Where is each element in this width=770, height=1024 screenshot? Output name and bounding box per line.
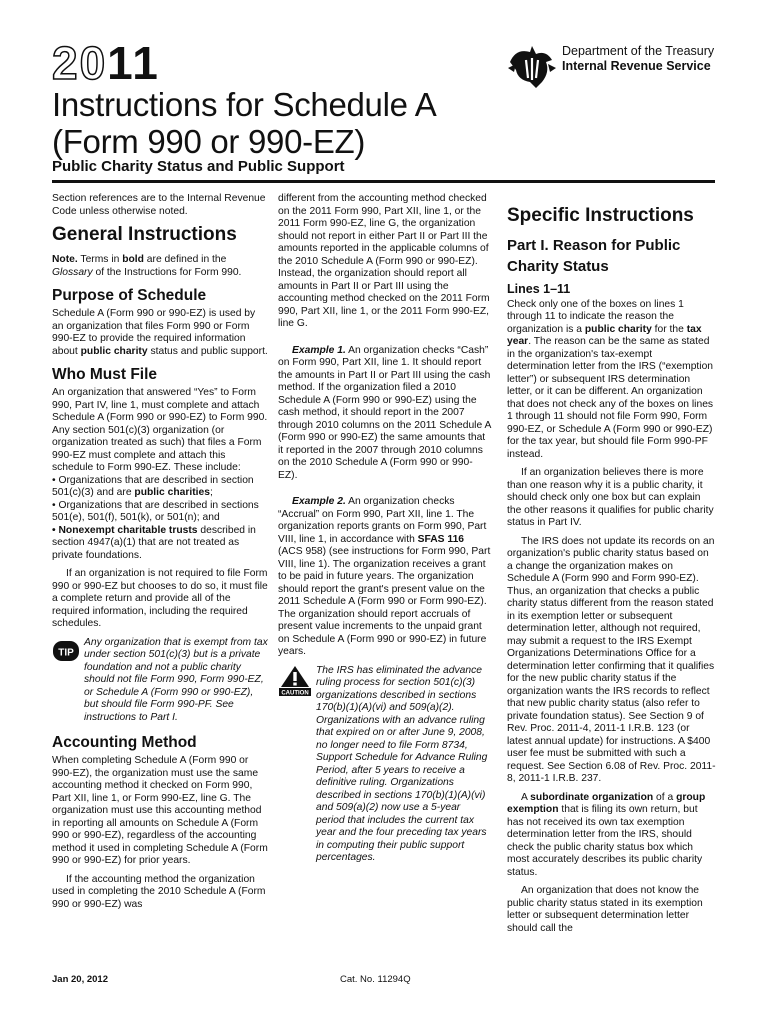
example-2-text-a: An organization checks “Accrual” on Form 990, Part XII, line 1. The organization reports grants on Form 990, Part VIII, line 1, in accordance with (278, 496, 487, 545)
lines-paragraph-3: The IRS does not update its records on an organization's public charity status based on a change the organization makes on Schedule A (Form 990 and Form 990-EZ). Thus, an organization that checks a public charity status different from the reason stated in its exemption letter or subsequent determination letter, although not required, may submit a request to the IRS Exempt Organizations Determinations Office for a determination letter confirming that it qualifies for the new public charity status if the organization wants the IRS records to reflect that new public charity status (also refer to private foundation status). See Section 9 of Rev. Proc. 2011-4, 2011-1 I.R.B. 123 (or latest annual update) for instructions. A $400 user fee must be submitted with such a request. See Section 6.08 of Rev. Proc. 2011-8, 2011-1 I.R.B. 237. (507, 535, 716, 784)
purpose-paragraph (52, 308, 268, 358)
example-2-text-b: (ACS 958) (see instructions for Form 990, Part VIII, line 1). The organization receives a grant to be paid in future years. The organization should report the grant's present value on the 2011 Schedule A (Form 990 or Form 990-EZ). The organization should report accruals of present value increments to the unpaid grant on Schedule A (Form 990 or 990-EZ) in future years. (278, 546, 491, 657)
page-title (52, 86, 436, 160)
title-line-1: Instructions for Schedule A (52, 86, 437, 123)
purpose-text-a: Schedule A (Form 990 or 990-EZ) is used by an organization that files Form 990 or Form 990-EZ to provide the required information about (52, 308, 256, 357)
lines-p4-text-c: that is filing its own return, but has not received its own tax exemption determination letter from the IRS, should check the public charity status box which most accurately describes its public charity status. (507, 804, 703, 878)
column-2 (278, 193, 491, 865)
page-subtitle: Public Charity Status and Public Support (52, 158, 345, 175)
note-label: Note. (52, 254, 78, 265)
lines-p4-bold-1: subordinate organization (530, 791, 654, 803)
who-must-file-text: An organization that answered “Yes” to Form 990, Part IV, line 1, must complete and attach Schedule A (Form 990 or 990-EZ) to Form 990. Any section 501(c)(3) organization (or organization treated as such) that files a Form 990-EZ must complete and attach this schedule to Form 990-EZ. These include: (52, 387, 268, 473)
lines-p1-bold-2: tax year (507, 323, 702, 347)
lines-heading: Lines 1–11 (507, 282, 571, 296)
header-divider (52, 180, 715, 183)
tip-label: TIP (58, 647, 74, 658)
caution-label: CAUTION (281, 690, 309, 696)
note-bold: bold (122, 254, 144, 265)
bullet-1 (52, 475, 268, 500)
lines-p1-text-b: for the (651, 323, 687, 335)
year-outline: 20 (52, 37, 108, 89)
example-2-label: Example 2. (292, 496, 346, 507)
example-1 (278, 345, 491, 483)
bullet-1-bold: public charities (134, 487, 210, 498)
bullet-1-text: • Organizations that are described in section 501(c)(3) and are (52, 474, 254, 498)
lines-p4-bold-2: group exemption (507, 791, 706, 815)
who-must-file-heading: Who Must File (52, 366, 158, 383)
lines-paragraph-2: If an organization believes there is more than one reason why it is a public charity, it should check only one box but can explain the other reasons it qualifies for public charity status in Part IV. (507, 467, 714, 528)
lines-paragraph-5: An organization that does not know the public charity status stated in its exemption letter or subsequent determination letter should call the (507, 885, 703, 934)
bullet-1-end: ; (209, 487, 213, 498)
footer-date: Jan 20, 2012 (52, 974, 108, 985)
intro-text: Section references are to the Internal Revenue Code unless otherwise noted. (52, 193, 266, 217)
example-1-text: An organization checks “Cash” on Form 990, Part XII, line 1. It should report the amounts in Part II or Part III using the cash method. If the organization filed a 2010 Schedule A (Form 990 or 990-EZ) using the cash method, it should report in the 2007 through 2010 columns on the 2011 Schedule A (Form 990 or 990-EZ) the same amounts that it reported in the 2007 through 2010 columns on the 2010 Schedule A (Form 990 or 990-EZ). (278, 344, 491, 481)
lines-paragraph-1 (507, 299, 717, 462)
department-name: Department of the Treasury (562, 44, 715, 58)
lines-p1-text-c: . The reason can be the same as stated in the organization's tax-exempt determination letter from the IRS (“exemption letter”) or subsequent IRS determination letter, or it can be different. An organization that does not check any of the boxes on lines 1 through 11 should not file Form 990, Form 990-EZ, or Schedule A (Form 990 or 990-EZ) for the tax year, but should file Form 990-PF instead. (507, 336, 714, 460)
lines-p4-text-a: A (521, 791, 531, 803)
purpose-heading: Purpose of Schedule (52, 287, 207, 304)
lines-p1-text-a: Check only one of the boxes on lines 1 through 11 to indicate the reason the organization is a (507, 298, 684, 335)
bullet-3-text: described in section 4947(a)(1) that are not treated as private foundations. (52, 524, 256, 561)
year-solid: 11 (107, 37, 160, 89)
bullet-3 (52, 525, 268, 563)
department-block (562, 44, 714, 74)
tip-icon (52, 637, 80, 665)
note-text-b: are defined in the (143, 254, 227, 265)
note-text-c: of the Instructions for Form 990. (92, 266, 242, 278)
tip-box (52, 637, 268, 725)
note-paragraph (52, 254, 268, 279)
lines-paragraph-4 (507, 792, 717, 880)
accounting-continuation: different from the accounting method checked on the 2011 Form 990, Part XII, line 1, or the 2011 Form 990-EZ, line G, the organization should not report in either Part II or Part III the amounts reported in the applicable columns of the 2010 Schedule A (Form 990 or 990-EZ). Instead, the organization should report all amounts in Part II or Part III using the accounting method checked on the 2011 Form 990, Part XII, line 1, or the 2011 Form 990-EZ, line G. (278, 193, 490, 329)
bullet-3-bold: • Nonexempt charitable trusts (52, 524, 198, 536)
accounting-method-heading: Accounting Method (52, 734, 197, 751)
example-2 (278, 496, 491, 659)
title-line-2: (Form 990 or 990-EZ) (52, 123, 366, 160)
specific-instructions-heading: Specific Instructions (507, 205, 694, 226)
purpose-bold: public charity (80, 345, 148, 357)
lines-p1-bold-1: public charity (584, 323, 652, 335)
purpose-text-b: status and public support. (147, 345, 268, 357)
column-1 (52, 193, 268, 917)
agency-name: Internal Revenue Service (562, 59, 711, 73)
example-1-label: Example 1. (292, 344, 346, 356)
tip-text: Any organization that is exempt from tax under section 501(c)(3) but is a private foundation and not a public charity should not file Form 990, Form 990-EZ, or Schedule A (Form 990 or 990-EZ), but should file Form 990-PF. See instructions to Part I. (84, 636, 268, 723)
general-instructions-heading: General Instructions (52, 224, 237, 245)
part-1-heading: Part I. Reason for Public Charity Status (507, 237, 681, 275)
accounting-continued-text: If the accounting method the organization used in completing the 2010 Schedule A (Form 990 or 990-EZ) was (52, 873, 266, 910)
note-glossary: Glossary (52, 266, 93, 278)
caution-icon (278, 665, 312, 697)
year-label (52, 37, 160, 89)
caution-text: The IRS has eliminated the advance ruling process for section 501(c)(3) organizations described in sections 170(b)(1)(A)(vi) and 509(a)(2). Organizations with an advance ruling that expired on or after June 9, 2008, no longer need to file Form 8734, Support Schedule for Advance Ruling Period, after 5 years to receive a definitive ruling. Organizations described in sections 170(b)(1)(A)(vi) and 509(a)(2) now use a 5-year period that includes the current tax year and the four preceding tax years in computing their public support percentages. (316, 664, 488, 863)
column-3 (507, 193, 717, 941)
footer-catalog-number: Cat. No. 11294Q (340, 974, 411, 985)
caution-box (278, 665, 491, 865)
not-required-paragraph: If an organization is not required to file Form 990 or 990-EZ but chooses to do so, it must file a complete return and provide all of the required information, including the required schedules. (52, 568, 268, 629)
bullet-2: • Organizations that are described in sections 501(e), 501(f), 501(k), or 501(n); and (52, 499, 259, 523)
accounting-method-text: When completing Schedule A (Form 990 or 990-EZ), the organization must use the same accounting method it checked on Form 990, Part XII, line 1, or Form 990-EZ, line G. The organization must use this accounting method in reporting all amounts on Schedule A (Form 990 or 990-EZ), regardless of the accounting method it used in completing Schedule A (Form 990 or 990-EZ) for prior years. (52, 755, 268, 866)
note-text-a: Terms in (77, 254, 123, 265)
irs-eagle-logo-icon (506, 42, 558, 94)
lines-p4-text-b: of a (653, 791, 677, 803)
example-2-bold: SFAS 116 (417, 533, 465, 545)
